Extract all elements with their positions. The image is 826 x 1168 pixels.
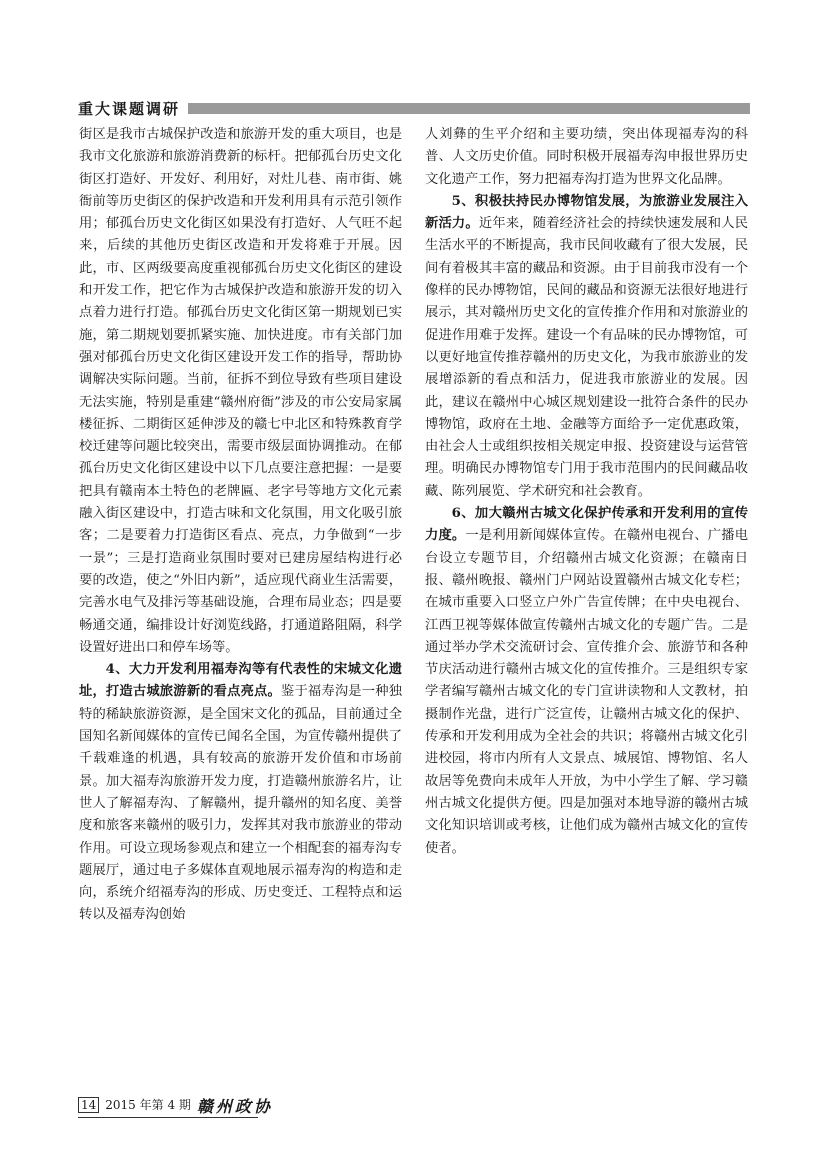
section-5 xyxy=(425,191,748,503)
section-4-title: 4、大力开发利用福寿沟等有代表性的宋城文化遗址，打造古城旅游新的看点亮点。 xyxy=(79,662,402,700)
section-5-body: 近年来，随着经济社会的持续快速发展和人民生活水平的不断提高，我市民间收藏有了很大发展，民间有着极其丰富的藏品和资源。由于目前我市没有一个像样的民办博物馆，民间的藏品和资源无法很好地进行展示，其对赣州历史文化的宣传推介作用和对旅游业的促进作用难于发挥。建设一个有品味的民办博物馆，可以更好地宣传推荐赣州的历史文化，为我市旅游业的发展增添新的看点和活力，促进我市旅游业的发展。因此，建议在赣州中心城区规划建设一批符合条件的民办博物馆，政府在土地、金融等方面给予一定优惠政策，由社会人士或组织按相关规定申报、投资建设与运营管理。明确民办博物馆专门用于我市范围内的民间藏品收藏、陈列展览、学术研究和社会教育。 xyxy=(425,216,749,499)
section-4-body: 鉴于福寿沟是一种独特的稀缺旅游资源，是全国宋文化的孤品，目前通过全国知名新闻媒体的宣传已闻名全国，为宣传赣州提供了千载难逢的机遇，具有较高的旅游开发价值和市场前景。加大福寿沟旅游开发力度，打造赣州旅游名片，让世人了解福寿沟、了解赣州，提升赣州的知名度、美誉度和旅客来赣州的吸引力，发挥其对我市旅游业的带动作用。可设立现场参观点和建立一个相配套的福寿沟专题展厅，通过电子多媒体直观地展示福寿沟的构造和走向，系统介绍福寿沟的形成、历史变迁、工程特点和运转以及福寿沟创始 xyxy=(79,684,403,923)
issue-label: 2015 年第 4 期 xyxy=(105,1098,191,1112)
section-6 xyxy=(425,503,748,860)
section-6-title: 6、加大赣州古城文化保护传承和开发利用的宣传力度。 xyxy=(425,506,748,544)
paragraph-continued: 街区是我市古城保护改造和旅游开发的重大项目，也是我市文化旅游和旅游消费新的标杆。把郁孤台历史文化街区打造好、开发好、利用好，对灶儿巷、南市街、姚衙前等历史街区的保护改造和开发利用具有示范引领作用；郁孤台历史文化街区如果没有打造好、人气旺不起来，后续的其他历史街区改造和开发将难于开展。因此，市、区两级要高度重视郁孤台历史文化街区的建设和开发工作，把它作为古城保护改造和旅游开发的切入点着力进行打造。郁孤台历史文化街区第一期规划已实施，第二期规划要抓紧实施、加快进度。市有关部门加强对郁孤台历史文化街区建设开发工作的指导，帮助协调解决实际问题。当前，征拆不到位导致有些项目建设无法实施，特别是重建“赣州府衙”涉及的市公安局家属楼征拆、二期街区延伸涉及的赣七中北区和特殊教育学校迁建等问题比较突出，需要市级层面协调推动。在郁孤台历史文化街区建设中以下几点要注意把握：一是要把具有赣南本土特色的老牌匾、老字号等地方文化元素融入街区建设中，打造古味和文化氛围，用文化吸引旅客；二是要着力打造街区看点、亮点，力争做到“一步一景”；三是打造商业氛围时要对已建房屋结构进行必要的改造，使之“外旧内新”，适应现代商业生活需要，完善水电气及排污等基础设施，合理布局业态；四是要畅通交通，编排设计好浏览线路，打通道路阻隔，科学设置好进出口和停车场等。 xyxy=(79,127,402,655)
section-4 xyxy=(79,659,402,927)
paragraph-continued-right: 人刘彝的生平介绍和主要功绩，突出体现福寿沟的科普、人文历史价值。同时积极开展福寿沟申报世界历史文化遗产工作，努力把福寿沟打造为世界文化品牌。 xyxy=(425,127,748,187)
section-title: 重大课题调研 xyxy=(78,100,181,118)
right-column xyxy=(425,124,748,860)
left-column xyxy=(79,124,402,927)
footer-rule xyxy=(78,1117,258,1118)
journal-name: 赣州政协 xyxy=(196,1096,273,1116)
header-bar xyxy=(188,103,750,114)
section-6-body: 一是利用新闻媒体宣传。在赣州电视台、广播电台设立专题节目，介绍赣州古城文化资源；在赣南日报、赣州晚报、赣州门户网站设置赣州古城文化专栏；在城市重要入口竖立户外广告宣传牌；在中央电视台、江西卫视等媒体做宣传赣州古城文化的专题广告。二是通过举办学术交流研讨会、宣传推介会、旅游节和各种节庆活动进行赣州古城文化的宣传推介。三是组织专家学者编写赣州古城文化的专门宣讲读物和人文教材，拍摄制作光盘，进行广泛宣传，让赣州古城文化的保护、传承和开发利用成为全社会的共识；将赣州古城文化引进校园，将市内所有人文景点、城展馆、博物馆、名人故居等免费向未成年人开放，为中小学生了解、学习赣州古城文化提供方便。四是加强对本地导游的赣州古城文化知识培训或考核，让他们成为赣州古城文化的宣传使者。 xyxy=(425,528,749,856)
page-number: 14 xyxy=(78,1097,99,1113)
page-footer xyxy=(78,1096,273,1114)
running-header xyxy=(78,100,750,118)
section-5-title: 5、积极扶持民办博物馆发展，为旅游业发展注入新活力。 xyxy=(425,193,748,232)
